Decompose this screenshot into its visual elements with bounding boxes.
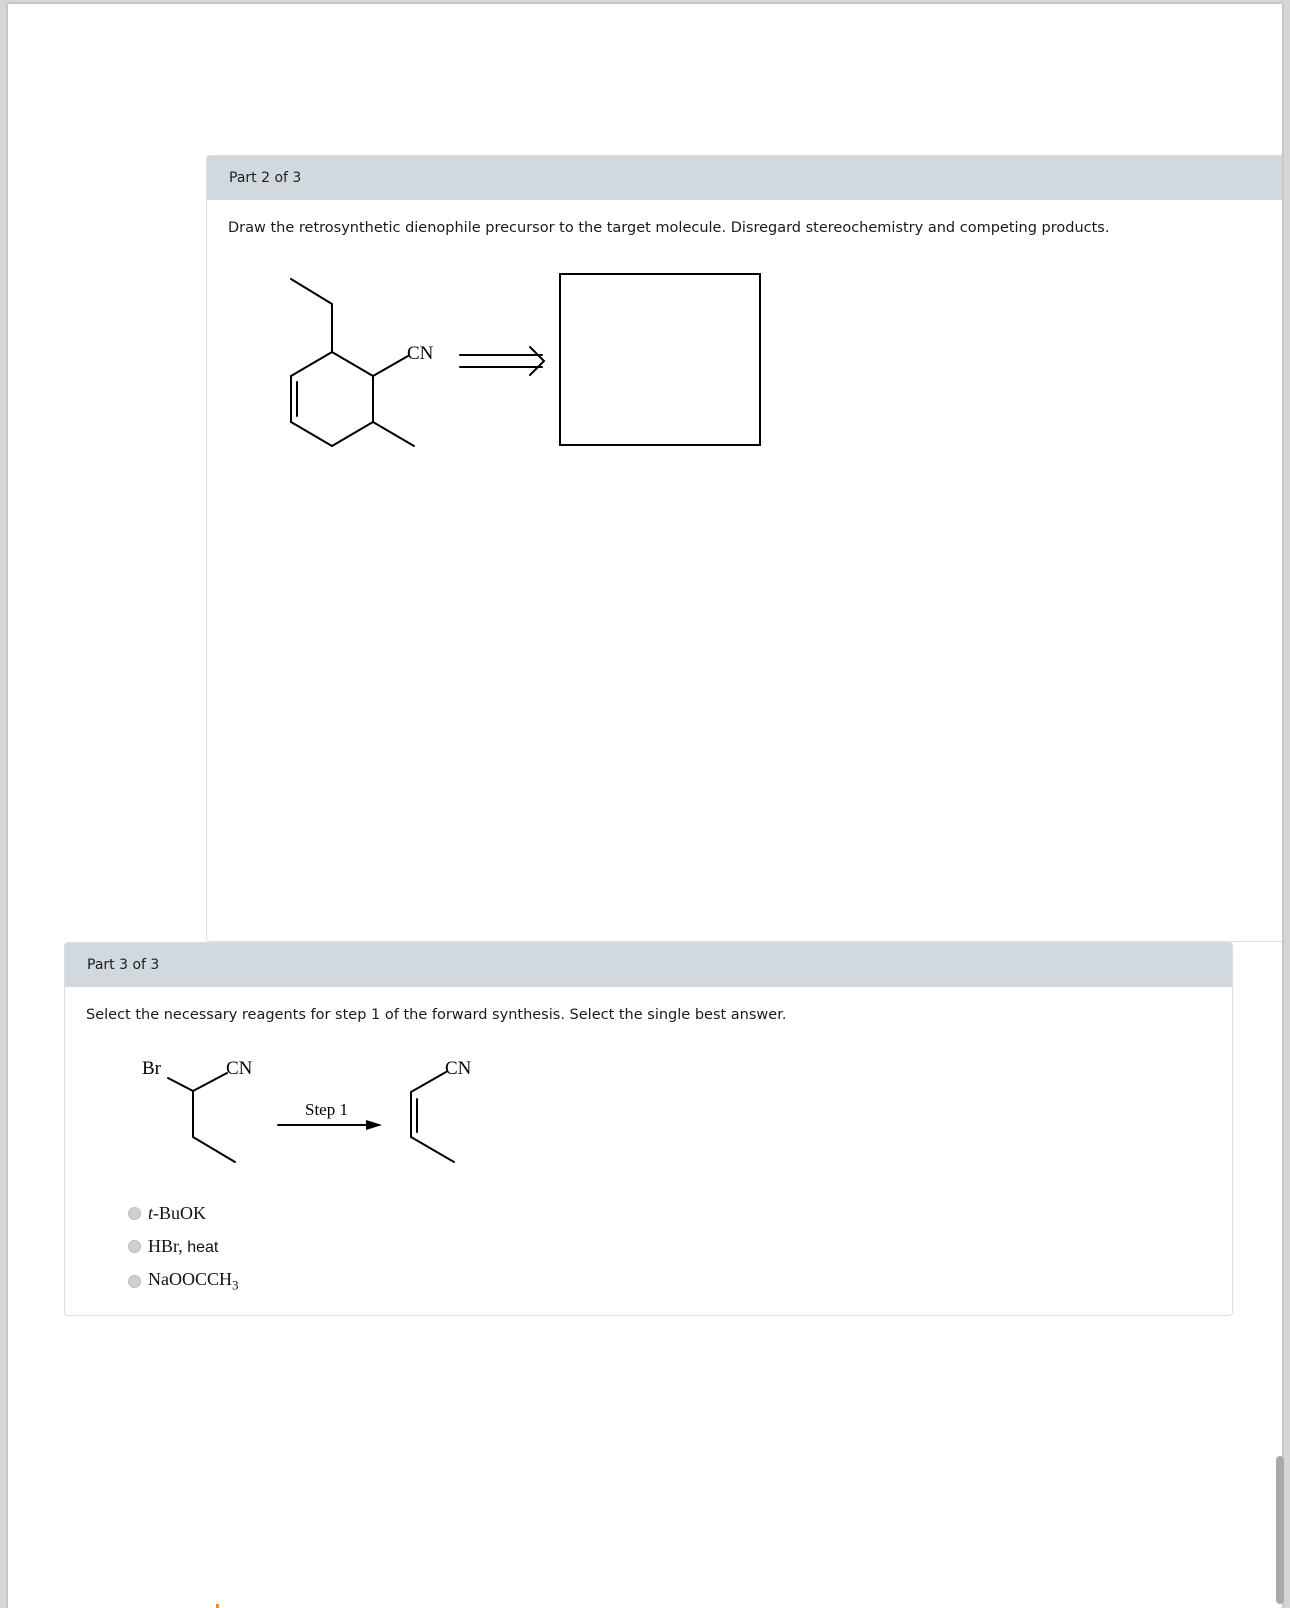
part-3-header: [65, 943, 1232, 987]
option-label: t-BuOK: [148, 1203, 207, 1223]
part-2-header-label: Part 2 of 3: [229, 170, 302, 186]
option-label: NaOOCCH$_3$: [148, 1269, 239, 1293]
bromo-label: Br: [142, 1058, 161, 1079]
part-3-header-label: Part 3 of 3: [87, 957, 160, 973]
bond: [291, 352, 332, 376]
nitrile-label: CN: [407, 343, 434, 364]
bond: [373, 356, 408, 376]
option-hbr-heat[interactable]: [128, 1236, 218, 1257]
product-nitrile-label: CN: [445, 1058, 472, 1079]
bond: [168, 1078, 193, 1091]
option-naoocch3[interactable]: [128, 1269, 239, 1294]
app-window: [8, 4, 1282, 1608]
part-3-reaction-drawing: [8, 1044, 608, 1184]
radio-button[interactable]: [128, 1207, 141, 1220]
answer-drawing-box[interactable]: [559, 273, 761, 446]
page-marker: [216, 1604, 219, 1608]
bond: [332, 422, 373, 446]
bond: [291, 422, 332, 446]
step-1-label: Step 1: [305, 1100, 348, 1119]
bond: [332, 352, 373, 376]
radio-button[interactable]: [128, 1275, 141, 1288]
bond: [193, 1073, 227, 1091]
option-t-buok[interactable]: [128, 1203, 206, 1224]
bond: [411, 1137, 454, 1162]
radio-button[interactable]: [128, 1240, 141, 1253]
option-label: HBr, heat: [148, 1236, 219, 1256]
bond: [411, 1072, 446, 1092]
bond: [291, 279, 332, 304]
part-2-prompt: Draw the retrosynthetic dienophile precursor to the target molecule. Disregard stereochemistry and competing products.: [228, 220, 1110, 236]
reactant-nitrile-label: CN: [226, 1058, 253, 1079]
bond: [373, 422, 414, 446]
step-arrow-head: [366, 1120, 382, 1130]
retro-arrow-head: [530, 347, 544, 375]
part-3-prompt: Select the necessary reagents for step 1 of the forward synthesis. Select the single best answer.: [86, 1007, 787, 1023]
bond: [193, 1137, 235, 1162]
vertical-scrollbar[interactable]: [1276, 1456, 1284, 1604]
